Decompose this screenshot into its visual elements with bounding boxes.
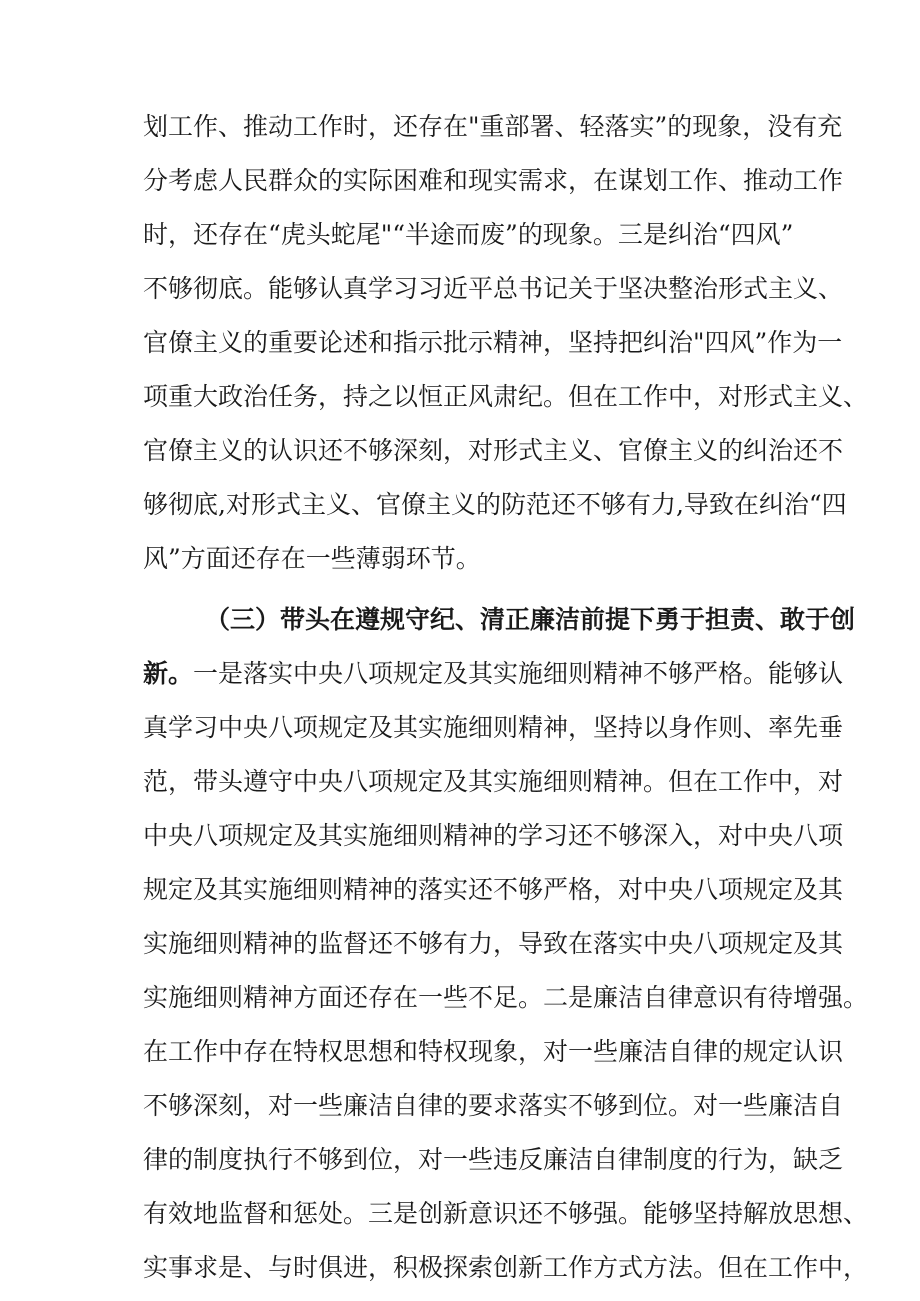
text-line: 官僚主义的重要论述和指示批示精神，坚持把纠治"四风”作为一 <box>143 328 843 357</box>
text-line: 不够深刻，对一些廉洁自律的要求落实不够到位。对一些廉洁自 <box>143 1091 844 1120</box>
text-line: 实施细则精神的监督还不够有力，导致在落实中央八项规定及其 <box>143 929 844 958</box>
text-line: 实施细则精神方面还存在一些不足。二是廉洁自律意识有待增强。 <box>143 983 869 1012</box>
text-line: 在工作中存在特权思想和特权现象，对一些廉洁自律的规定认识 <box>143 1037 844 1066</box>
text-line: 划工作、推动工作时，还存在"重部署、轻落实”的现象，没有充 <box>143 112 843 141</box>
section-heading: （三）带头在遵规守纪、清正廉洁前提下勇于担责、敢于创 <box>205 605 856 634</box>
text-line: 实事求是、与时俱进，积极探索创新工作方式方法。但在工作中， <box>143 1253 869 1282</box>
text-line: 律的制度执行不够到位，对一些违反廉洁自律制度的行为，缺乏 <box>143 1145 844 1174</box>
text-line: 范，带头遵守中央八项规定及其实施细则精神。但在工作中，对 <box>143 767 844 796</box>
text-line: 时，还存在“虎头蛇尾"“半途而废”的现象。三是纠治“四风” <box>143 220 794 249</box>
text-line: 够彻底,对形式主义、官僚主义的防范还不够有力,导致在纠治“四 <box>143 490 847 519</box>
text-line: 不够彻底。能够认真学习习近平总书记关于坚决整治形式主义、 <box>143 274 844 303</box>
text-line: 分考虑人民群众的实际困难和现实需求，在谋划工作、推动工作 <box>143 166 844 195</box>
text-line: 真学习中央八项规定及其实施细则精神，坚持以身作则、率先垂 <box>143 713 844 742</box>
section-heading-tail: 新。 <box>143 659 194 688</box>
text-line: 规定及其实施细则精神的落实还不够严格，对中央八项规定及其 <box>143 875 844 904</box>
text-line: 项重大政治任务，持之以恒正风肃纪。但在工作中，对形式主义、 <box>143 382 869 411</box>
text-line-rest: 一是落实中央八项规定及其实施细则精神不够严格。能够认 <box>193 659 844 688</box>
text-line <box>143 654 844 694</box>
text-line: 风”方面还存在一些薄弱环节。 <box>143 544 481 573</box>
text-line: 官僚主义的认识还不够深刻，对形式主义、官僚主义的纠治还不 <box>143 436 844 465</box>
text-line: 有效地监督和惩处。三是创新意识还不够强。能够坚持解放思想、 <box>143 1199 869 1228</box>
text-line: 中央八项规定及其实施细则精神的学习还不够深入，对中央八项 <box>143 821 844 850</box>
